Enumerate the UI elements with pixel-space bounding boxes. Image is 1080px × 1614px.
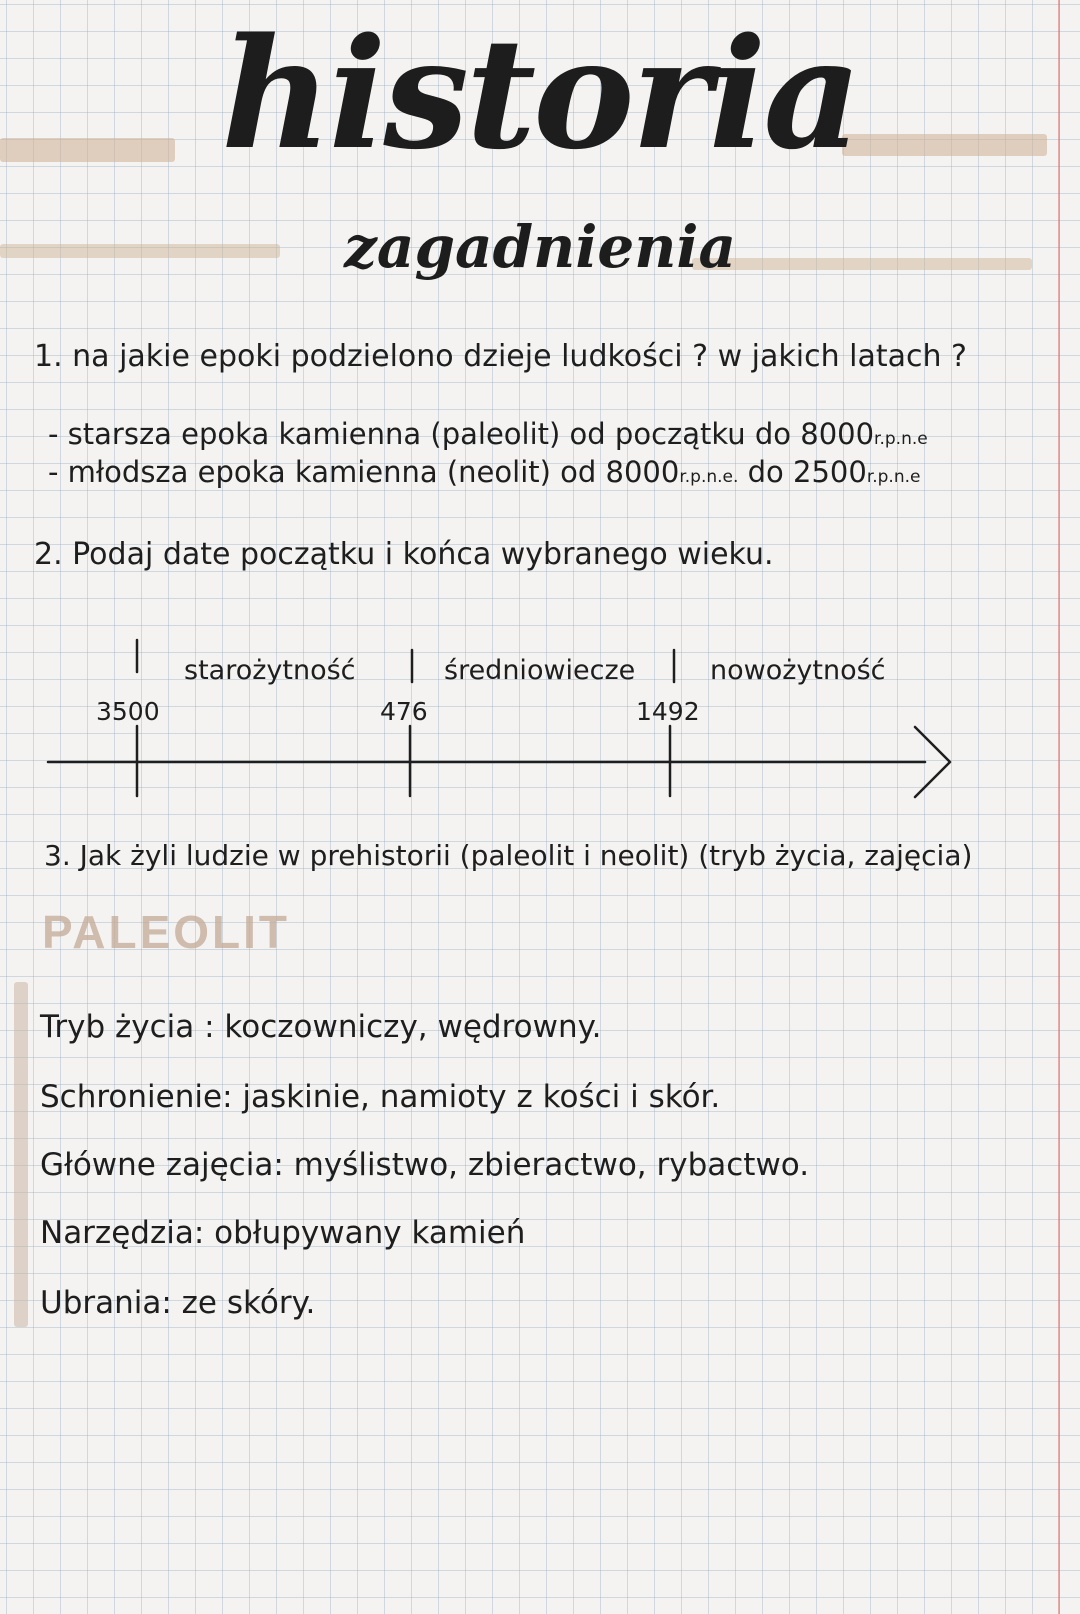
- year-label-start: 3500: [96, 697, 160, 726]
- question-2: 2. Podaj date początku i końca wybranego wieku.: [34, 537, 774, 572]
- page-title: historia: [221, 4, 859, 183]
- year-label-end: 1492: [636, 697, 700, 726]
- year-label-middle: 476: [380, 697, 428, 726]
- question-3: 3. Jak żyli ludzie w prehistorii (paleolit i neolit) (tryb życia, zajęcia): [44, 839, 973, 872]
- question-1: 1. na jakie epoki podzielono dzieje ludkości ? w jakich latach ?: [34, 339, 967, 374]
- section-side-highlight: [14, 982, 28, 1327]
- era-label-middle-ages: średniowiecze: [444, 655, 636, 686]
- section-heading-paleolit: PALEOLIT: [42, 906, 291, 958]
- era-label-antiquity: starożytność: [184, 655, 356, 686]
- answer-line-2-mid: r.p.n.e.: [679, 467, 739, 487]
- detail-clothing: Ubrania: ze skóry.: [40, 1285, 316, 1321]
- answer-line-1-text: - starsza epoka kamienna (paleolit) od początku do 8000: [48, 417, 875, 451]
- answer-line-2-text: - młodsza epoka kamienna (neolit) od 8000: [48, 455, 680, 489]
- detail-occupations: Główne zajęcia: myślistwo, zbieractwo, rybactwo.: [40, 1147, 810, 1183]
- detail-lifestyle: Tryb życia : koczowniczy, wędrowny.: [40, 1009, 602, 1045]
- detail-shelter: Schronienie: jaskinie, namioty z kości i skór.: [40, 1079, 721, 1115]
- detail-tools: Narzędzia: obłupywany kamień: [40, 1215, 526, 1251]
- era-label-modern-era: nowożytność: [710, 655, 886, 686]
- answer-line-2-text2: do 2500: [738, 455, 867, 489]
- answer-line-1-suffix: r.p.n.e: [874, 429, 928, 449]
- answer-line-2-suffix: r.p.n.e: [866, 467, 921, 487]
- page-subtitle: zagadnienia: [343, 213, 737, 281]
